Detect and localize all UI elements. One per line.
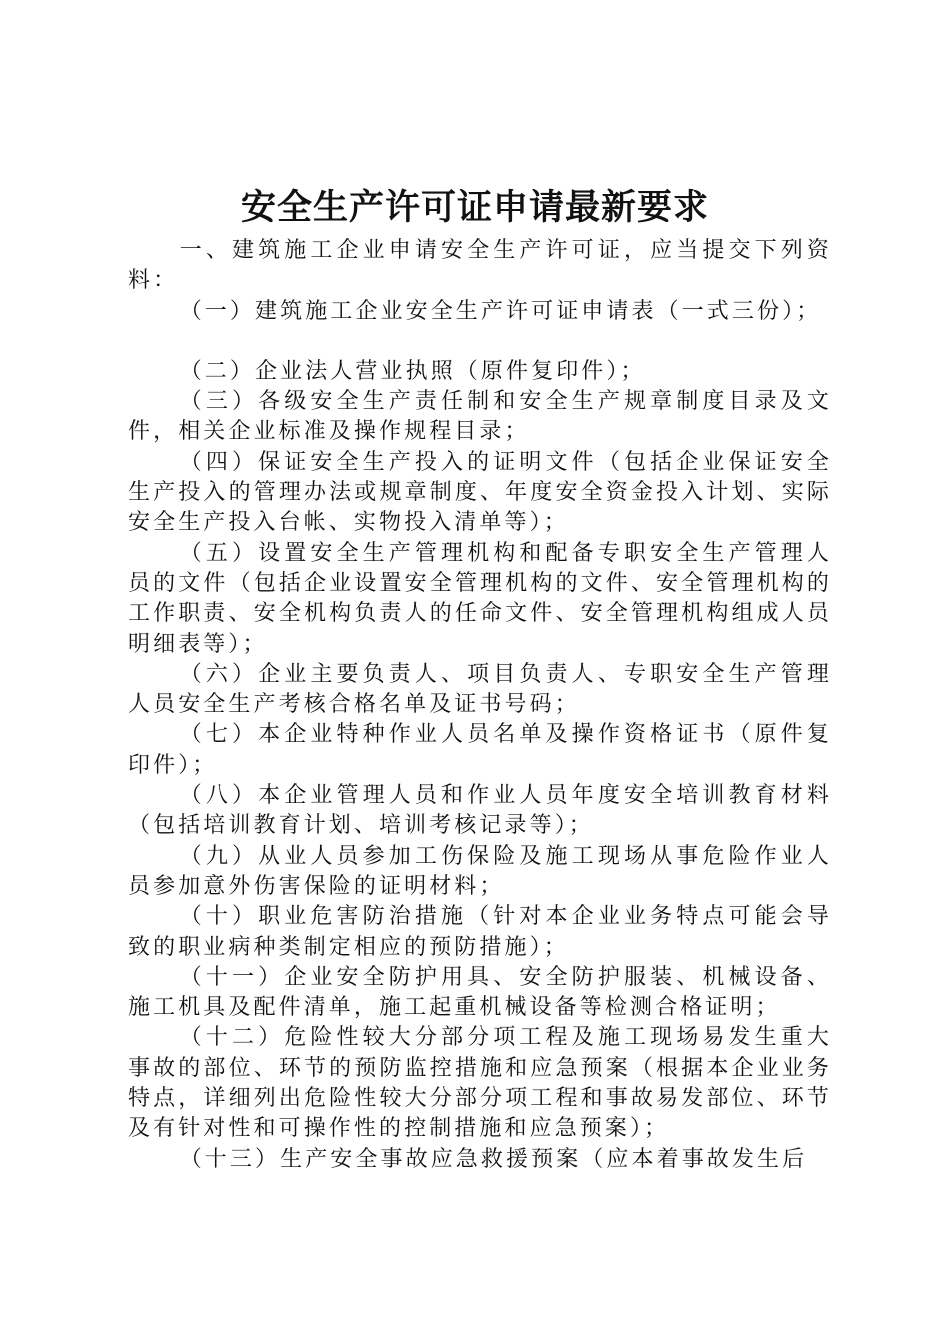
- paragraph-item-2: （二）企业法人营业执照（原件复印件）；: [179, 358, 646, 384]
- paragraph-item-8: （八）本企业管理人员和作业人员年度安全培训教育材料（包括培训教育计划、培训考核记录等）；: [128, 783, 832, 839]
- document-body: [128, 236, 832, 1175]
- paragraph-item-9: （九）从业人员参加工伤保险及施工现场从事危险作业人员参加意外伤害保险的证明材料；: [128, 843, 832, 899]
- paragraph-item-12: （十二）危险性较大分部分项工程及施工现场易发生重大事故的部位、环节的预防监控措施和应急预案（根据本企业业务特点，详细列出危险性较大分部分项工程和事故易发部位、环节及有针对性和可操作性的控制措施和应急预案）；: [128, 1025, 832, 1142]
- paragraph-item-7: （七）本企业特种作业人员名单及操作资格证书（原件复印件）；: [128, 722, 832, 778]
- paragraph-item-11: （十一）企业安全防护用具、安全防护服装、机械设备、施工机具及配件清单，施工起重机械设备等检测合格证明；: [128, 964, 832, 1021]
- paragraph-item-4: （四）保证安全生产投入的证明文件（包括企业保证安全生产投入的管理办法或规章制度、年度安全资金投入计划、实际安全生产投入台帐、实物投入清单等）；: [128, 449, 832, 536]
- paragraph-item-6: （六）企业主要负责人、项目负责人、专职安全生产管理人员安全生产考核合格名单及证书号码；: [128, 661, 832, 718]
- paragraph-item-13: （十三）生产安全事故应急救援预案（应本着事故发生后: [179, 1146, 808, 1172]
- paragraph-item-5: （五）设置安全生产管理机构和配备专职安全生产管理人员的文件（包括企业设置安全管理机构的文件、安全管理机构的工作职责、安全机构负责人的任命文件、安全管理机构组成人员明细表等）；: [128, 540, 832, 657]
- paragraph-item-1: （一）建筑施工企业安全生产许可证申请表（一式三份）；: [179, 298, 822, 324]
- document-title: 安全生产许可证申请最新要求: [240, 187, 709, 228]
- paragraph-item-10: （十）职业危害防治措施（针对本企业业务特点可能会导致的职业病种类制定相应的预防措施）；: [128, 904, 832, 960]
- paragraph-item-3: （三）各级安全生产责任制和安全生产规章制度目录及文件，相关企业标准及操作规程目录；: [128, 389, 832, 445]
- paragraph-intro: 一、建筑施工企业申请安全生产许可证，应当提交下列资料：: [128, 238, 832, 294]
